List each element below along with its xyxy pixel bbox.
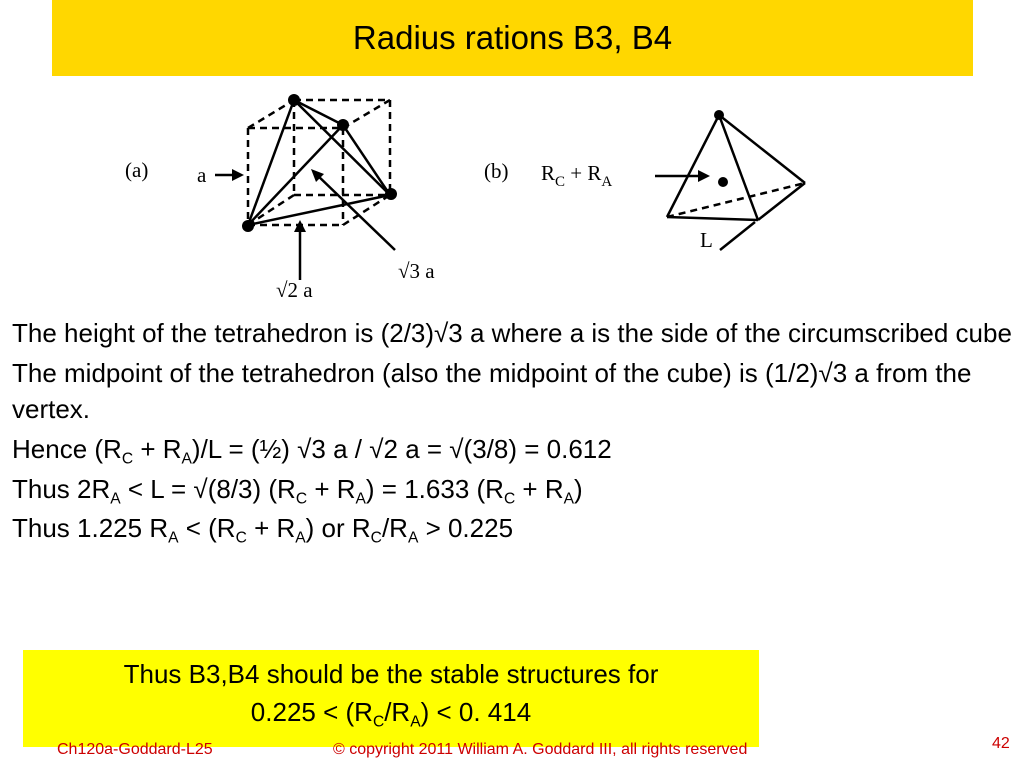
label-rc-ra: $R_C + R_A$ <box>541 161 613 190</box>
label-sqrt3a: √3 a <box>398 259 435 283</box>
footer-course-id: Ch120a-Goddard-L25 <box>57 741 213 758</box>
figure-b-pyramid <box>655 115 805 250</box>
title-bar <box>52 0 973 76</box>
label-a: a <box>197 163 207 187</box>
arrows-a <box>215 173 395 280</box>
figure-svg <box>0 80 1024 305</box>
conclusion-box <box>23 650 759 747</box>
caption-b: (b) <box>484 159 509 183</box>
tetrahedron-figure <box>0 80 1024 305</box>
slide-title: Radius rations B3, B4 <box>352 19 673 56</box>
paragraph-midpoint: The midpoint of the tetrahedron (also the midpoint of the cube) is (1/2)√3 a from the vertex. <box>12 357 972 424</box>
body-text <box>12 316 1012 551</box>
caption-a: (a) <box>125 158 149 182</box>
figure-a-cube <box>215 100 395 280</box>
paragraph-hence: Hence $(R_C + R_A)/L$ = (½) √3 a / √2 a = √(3/8) = 0.612 <box>12 433 612 468</box>
label-L: L <box>700 228 713 252</box>
page-number: 42 <box>992 735 1010 752</box>
conclusion-line2: $0.225 < (R_C/R_A) < 0$. 414 <box>250 696 532 731</box>
paragraph-thus-ratio: Thus 1.225 $R_A < (R_C + R_A)$ or $R_C/R_A > 0.225$ <box>12 513 514 547</box>
conclusion-line1: Thus B3,B4 should be the stable structures for <box>123 659 659 689</box>
vertex-dots <box>242 94 397 232</box>
paragraph-thus-2ra: Thus $2R_A < L = √(8/3) (R_C + R_A) = 1.633$ $(R_C + R_A)$ <box>12 473 583 507</box>
tetrahedron-edges <box>248 100 390 225</box>
label-sqrt2a: √2 a <box>276 278 313 302</box>
footer-copyright: © copyright 2011 William A. Goddard III, all rights reserved <box>333 741 748 758</box>
paragraph-height: The height of the tetrahedron is (2/3)√3 a where a is the side of the circumscribed cube <box>12 318 1012 348</box>
